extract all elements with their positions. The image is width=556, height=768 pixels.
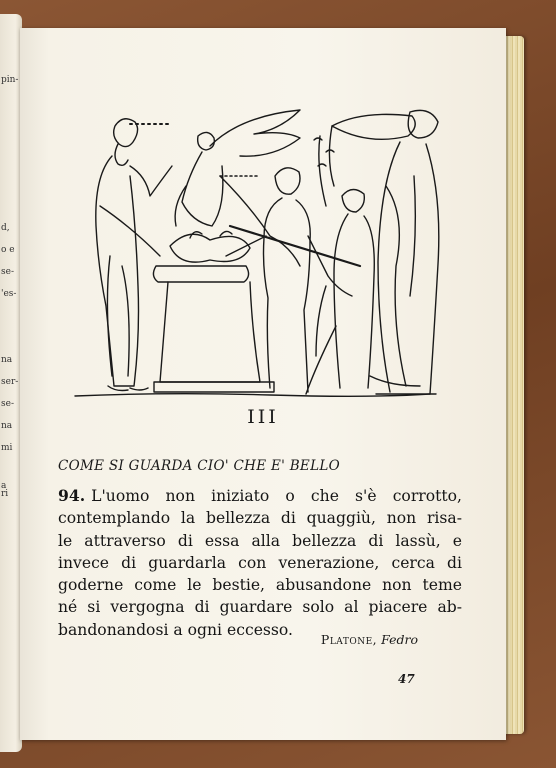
passage-line: goderne come le bestie, abusandone non teme: [58, 576, 462, 595]
passage-number: 94.: [58, 486, 86, 505]
left-fragment: se-: [1, 267, 14, 277]
left-fragment: ri: [1, 489, 9, 499]
passage-line: 94. L'uomo non iniziato o che s'è corrotto,: [58, 486, 462, 505]
left-fragment: 'es-: [1, 289, 17, 299]
left-fragment: d,: [1, 223, 10, 233]
page-number: 47: [398, 672, 415, 686]
left-fragment: a: [1, 481, 7, 491]
attribution: [321, 632, 418, 647]
left-fragment: na: [1, 421, 13, 431]
left-page-edge: [0, 14, 22, 752]
left-fragment: se-: [1, 399, 14, 409]
passage-line: bandonandosi a ogni eccesso.: [58, 620, 294, 639]
left-fragment: pin-: [1, 75, 19, 85]
attribution-author: Platone,: [320, 632, 378, 647]
left-fragment: ser-: [1, 377, 19, 387]
left-fragment: o e: [1, 245, 15, 255]
passage-line: contemplando la bellezza di quaggiù, non risa-: [58, 509, 462, 528]
attribution-work: Fedro: [381, 632, 418, 647]
left-fragment: na: [1, 355, 13, 365]
left-fragment: mi: [1, 443, 13, 453]
passage-line: né si vergogna di guardare solo al piacere ab-: [58, 598, 462, 617]
passage: [58, 485, 462, 641]
chapter-subtitle: COME SI GUARDA CIO' CHE E' BELLO: [58, 458, 340, 474]
passage-line: le attraverso di essa alla bellezza di lassù, e: [58, 531, 462, 550]
chapter-number: III: [247, 406, 279, 428]
passage-line: invece di guardarla con venerazione, cerca di: [58, 553, 462, 572]
greek-vase-illustration: [70, 96, 440, 406]
book-page: [20, 28, 506, 740]
